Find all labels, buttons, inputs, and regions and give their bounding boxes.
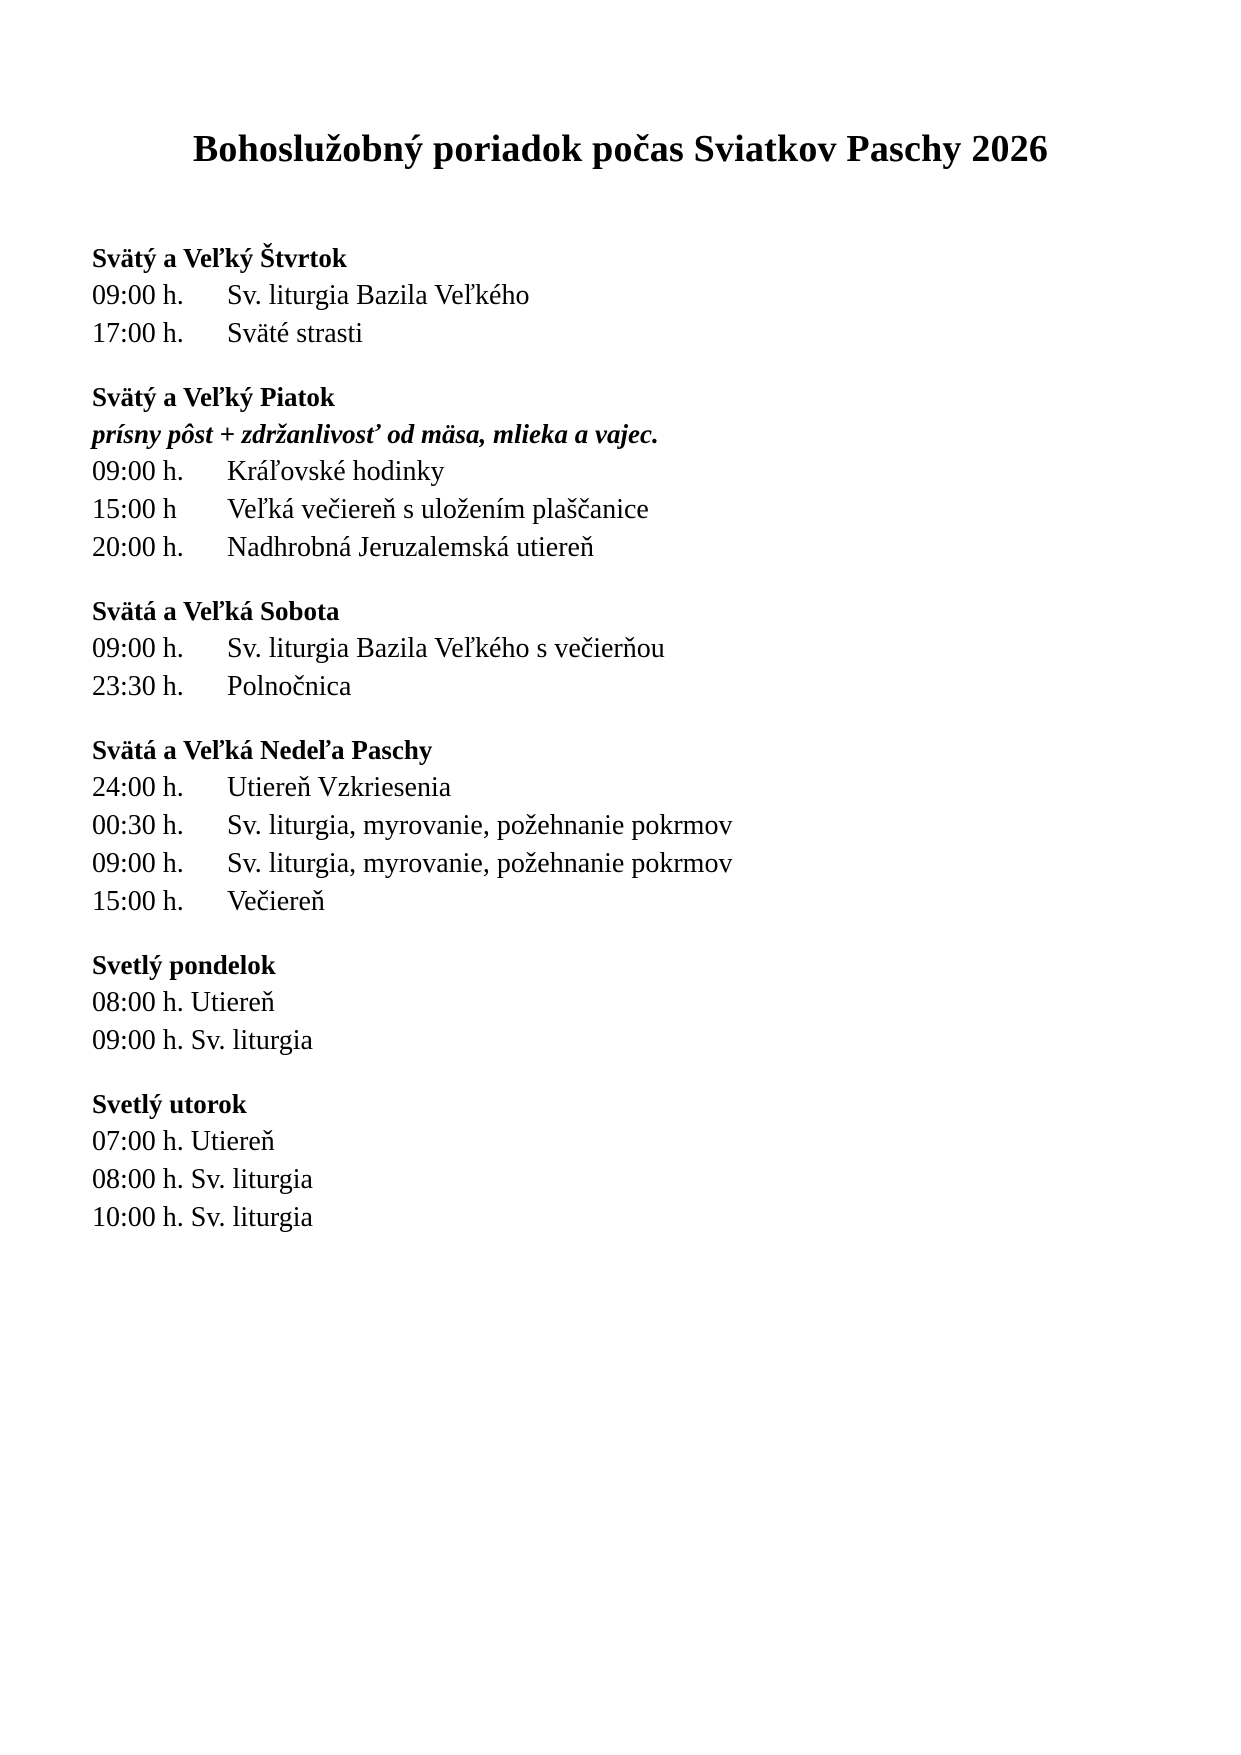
service-description: Sv. liturgia Bazila Veľkého s večierňou — [227, 633, 665, 664]
service-time: 20:00 h. — [92, 532, 184, 563]
service-entry — [92, 491, 1152, 529]
service-entry — [92, 984, 1152, 1022]
service-description: Sv. liturgia, myrovanie, požehnanie pokrmov — [227, 848, 733, 879]
service-description: Sv. liturgia — [190, 1025, 313, 1056]
service-description: Kráľovské hodinky — [227, 456, 445, 487]
section-heading: Svätá a Veľká Nedeľa Paschy — [92, 735, 433, 765]
service-description: Nadhrobná Jeruzalemská utiereň — [227, 532, 594, 563]
service-entry — [92, 668, 1152, 706]
service-entry — [92, 630, 1152, 668]
service-description: Sv. liturgia, myrovanie, požehnanie pokrmov — [227, 810, 733, 841]
schedule-section — [92, 240, 1152, 353]
section-heading: Svetlý pondelok — [92, 950, 276, 980]
service-time: 23:30 h. — [92, 671, 184, 702]
service-time: 09:00 h. — [92, 848, 184, 879]
service-time: 08:00 h. — [92, 1164, 184, 1195]
service-description: Sv. liturgia Bazila Veľkého — [227, 280, 530, 311]
service-description: Veľká večiereň s uložením plaščanice — [227, 494, 649, 525]
service-entry — [92, 453, 1152, 491]
service-time: 07:00 h. — [92, 1126, 184, 1157]
service-description: Sväté strasti — [227, 318, 364, 349]
service-time: 08:00 h. — [92, 987, 184, 1018]
service-entry — [92, 807, 1152, 845]
schedule-section — [92, 732, 1152, 921]
service-description: Večiereň — [227, 886, 325, 917]
service-entry — [92, 1123, 1152, 1161]
service-time: 15:00 h. — [92, 886, 184, 917]
section-heading: Svätý a Veľký Piatok — [92, 382, 335, 412]
service-entry — [92, 1161, 1152, 1199]
section-heading: Svätý a Veľký Štvrtok — [92, 243, 347, 273]
section-heading: Svätá a Veľká Sobota — [92, 596, 340, 626]
service-description: Sv. liturgia — [190, 1202, 313, 1233]
schedule-section — [92, 1086, 1152, 1237]
service-description: Utiereň — [190, 1126, 275, 1157]
service-entry — [92, 315, 1152, 353]
section-heading: Svetlý utorok — [92, 1089, 247, 1119]
service-time: 10:00 h. — [92, 1202, 184, 1233]
service-time: 15:00 h — [92, 494, 177, 525]
service-time: 09:00 h. — [92, 280, 184, 311]
service-description: Sv. liturgia — [190, 1164, 313, 1195]
section-fasting-note: prísny pôst + zdržanlivosť od mäsa, mlieka a vajec. — [92, 419, 659, 449]
service-entry — [92, 529, 1152, 567]
service-time: 09:00 h. — [92, 633, 184, 664]
service-entry — [92, 769, 1152, 807]
schedule-section — [92, 947, 1152, 1060]
service-time: 00:30 h. — [92, 810, 184, 841]
service-entry — [92, 845, 1152, 883]
service-entry — [92, 1022, 1152, 1060]
service-entry — [92, 883, 1152, 921]
service-description: Utiereň Vzkriesenia — [227, 772, 452, 803]
service-description: Polnočnica — [227, 671, 352, 702]
service-time: 24:00 h. — [92, 772, 184, 803]
schedule-body — [92, 240, 1152, 1263]
service-time: 09:00 h. — [92, 456, 184, 487]
service-time: 09:00 h. — [92, 1025, 184, 1056]
service-description: Utiereň — [190, 987, 275, 1018]
schedule-section — [92, 593, 1152, 706]
service-time: 17:00 h. — [92, 318, 184, 349]
schedule-section — [92, 379, 1152, 567]
service-entry — [92, 277, 1152, 315]
page-title: Bohoslužobný poriadok počas Sviatkov Paschy 2026 — [192, 128, 1049, 170]
service-entry — [92, 1199, 1152, 1237]
